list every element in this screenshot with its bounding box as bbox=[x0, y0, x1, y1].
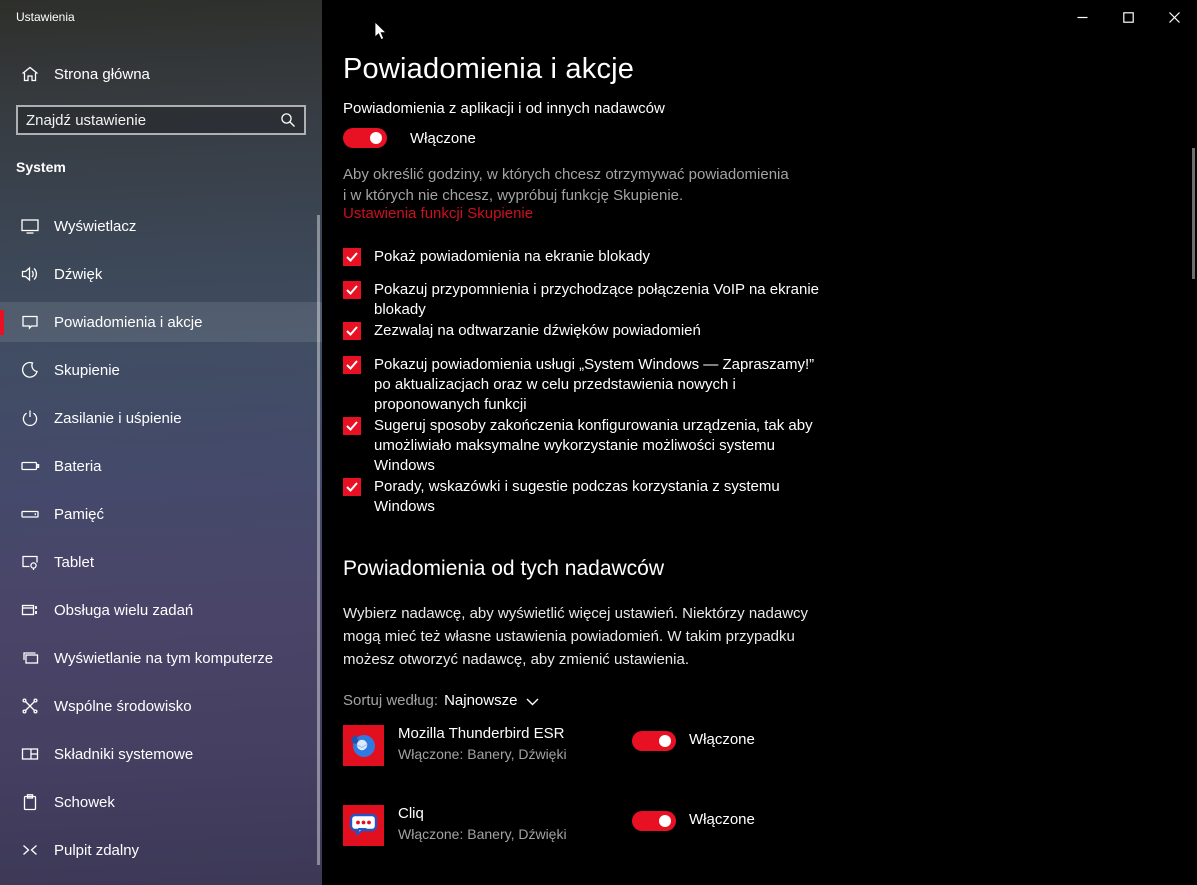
close-icon bbox=[1169, 12, 1180, 23]
search-icon[interactable] bbox=[280, 112, 296, 128]
app-name: Mozilla Thunderbird ESR bbox=[398, 725, 565, 742]
toggle-state-label: Włączone bbox=[410, 129, 476, 147]
sidebar-item-home[interactable] bbox=[0, 56, 322, 92]
sidebar-item-tablet[interactable]: Tablet bbox=[0, 542, 322, 582]
toggle-knob bbox=[659, 735, 671, 747]
sidebar-item-zasilanie[interactable]: Zasilanie i uśpienie bbox=[0, 398, 322, 438]
cliq-app-icon bbox=[343, 805, 384, 846]
checkbox-checked-icon bbox=[343, 322, 361, 340]
checkbox-notification-sounds[interactable]: Zezwalaj na odtwarzanie dźwięków powiadomień bbox=[343, 321, 829, 341]
focus-icon bbox=[20, 360, 40, 380]
close-button[interactable] bbox=[1151, 0, 1197, 34]
sidebar-item-bateria[interactable]: Bateria bbox=[0, 446, 322, 486]
sidebar-item-wyswietlacz[interactable]: Wyświetlacz bbox=[0, 206, 322, 246]
caption-buttons bbox=[1059, 0, 1197, 34]
sidebar-item-powiadomienia-i-akcje[interactable]: Powiadomienia i akcje bbox=[0, 302, 322, 342]
minimize-icon bbox=[1077, 12, 1088, 23]
senders-description: Wybierz nadawcę, aby wyświetlić więcej ustawień. Niektórzy nadawcy mogą mieć też własne ustawienia powiadomień. W takim przypadku możesz otworzyć nadawcę, aby zmienić ustawienia. bbox=[343, 605, 809, 668]
notifications-icon bbox=[20, 312, 40, 332]
thunderbird-toggle[interactable] bbox=[632, 731, 676, 751]
sidebar-item-dzwiek[interactable]: Dźwięk bbox=[0, 254, 322, 294]
toggle-knob bbox=[370, 132, 382, 144]
settings-search-box bbox=[16, 105, 306, 135]
sidebar-item-wyswietlanie-na-tym-komputerze[interactable]: Wyświetlanie na tym komputerze bbox=[0, 638, 322, 678]
sender-row-thunderbird[interactable] bbox=[343, 725, 1093, 767]
sort-label: Sortuj według: bbox=[343, 692, 439, 709]
main-content bbox=[322, 0, 1197, 885]
sidebar-item-label: Strona główna bbox=[54, 65, 150, 83]
checkbox-finish-setup-suggestions[interactable]: Sugeruj sposoby zakończenia konfigurowania urządzenia, tak aby umożliwiało maksymalne wykorzystanie możliwości systemu Windows bbox=[343, 416, 829, 476]
focus-assist-settings-link[interactable]: Ustawienia funkcji Skupienie bbox=[343, 205, 534, 222]
shared-experiences-icon bbox=[20, 696, 40, 716]
app-status: Włączone: Banery, Dźwięki bbox=[398, 826, 567, 842]
remote-desktop-icon bbox=[20, 840, 40, 860]
maximize-button[interactable] bbox=[1105, 0, 1151, 34]
sidebar-scrollbar[interactable] bbox=[317, 215, 320, 865]
page-title: Powiadomienia i akcje bbox=[343, 53, 635, 85]
sidebar-section-system: System bbox=[16, 159, 66, 175]
sort-dropdown[interactable] bbox=[343, 691, 539, 710]
search-input[interactable] bbox=[18, 112, 280, 129]
mouse-cursor bbox=[374, 21, 389, 47]
multitasking-icon bbox=[20, 600, 40, 620]
sidebar-item-obsluga-wielu-zadan[interactable]: Obsługa wielu zadań bbox=[0, 590, 322, 630]
storage-icon bbox=[20, 504, 40, 524]
project-icon bbox=[20, 648, 40, 668]
sidebar-item-pulpit-zdalny[interactable]: Pulpit zdalny bbox=[0, 830, 322, 870]
sender-row-cliq[interactable] bbox=[343, 805, 1093, 847]
power-icon bbox=[20, 408, 40, 428]
sound-icon bbox=[20, 264, 40, 284]
battery-icon bbox=[20, 456, 40, 476]
cliq-toggle[interactable] bbox=[632, 811, 676, 831]
sort-value: Najnowsze bbox=[444, 692, 518, 709]
sidebar-item-wspolne-srodowisko[interactable]: Wspólne środowisko bbox=[0, 686, 322, 726]
senders-section-heading: Powiadomienia od tych nadawców bbox=[343, 557, 665, 580]
sidebar-nav bbox=[0, 206, 322, 878]
minimize-button[interactable] bbox=[1059, 0, 1105, 34]
system-components-icon bbox=[20, 744, 40, 764]
clipboard-icon bbox=[20, 792, 40, 812]
checkbox-checked-icon bbox=[343, 417, 361, 435]
main-scrollbar[interactable] bbox=[1192, 148, 1195, 279]
checkbox-welcome-experience[interactable]: Pokazuj powiadomienia usługi „System Windows — Zapraszamy!” po aktualizacjach oraz w celu przedstawienia nowych i proponowanych funkcji bbox=[343, 355, 829, 415]
window-title: Ustawienia bbox=[16, 10, 75, 24]
notifications-master-label: Powiadomienia z aplikacji i od innych nadawców bbox=[343, 100, 665, 117]
maximize-icon bbox=[1123, 12, 1134, 23]
checkbox-checked-icon bbox=[343, 248, 361, 266]
toggle-knob bbox=[659, 815, 671, 827]
sidebar-item-skupienie[interactable]: Skupienie bbox=[0, 350, 322, 390]
toggle-state-label: Włączone bbox=[689, 731, 755, 748]
notifications-master-toggle[interactable] bbox=[343, 128, 387, 148]
checkbox-lock-screen-notifications[interactable]: Pokaż powiadomienia na ekranie blokady bbox=[343, 247, 829, 267]
checkbox-checked-icon bbox=[343, 356, 361, 374]
sidebar bbox=[0, 0, 322, 885]
focus-assist-hint: Aby określić godziny, w których chcesz otrzymywać powiadomienia i w których nie chcesz, wypróbuj funkcję Skupienie. bbox=[343, 166, 789, 204]
home-icon bbox=[20, 64, 40, 84]
toggle-state-label: Włączone bbox=[689, 811, 755, 828]
sidebar-item-pamiec[interactable]: Pamięć bbox=[0, 494, 322, 534]
sidebar-item-schowek[interactable]: Schowek bbox=[0, 782, 322, 822]
app-name: Cliq bbox=[398, 805, 424, 822]
display-icon bbox=[20, 216, 40, 236]
sidebar-item-skladniki-systemowe[interactable]: Składniki systemowe bbox=[0, 734, 322, 774]
app-status: Włączone: Banery, Dźwięki bbox=[398, 746, 567, 762]
checkbox-reminders-voip[interactable]: Pokazuj przypomnienia i przychodzące połączenia VoIP na ekranie blokady bbox=[343, 280, 829, 320]
tablet-icon bbox=[20, 552, 40, 572]
checkbox-tips-and-suggestions[interactable]: Porady, wskazówki i sugestie podczas korzystania z systemu Windows bbox=[343, 477, 829, 517]
checkbox-checked-icon bbox=[343, 478, 361, 496]
checkbox-checked-icon bbox=[343, 281, 361, 299]
chevron-down-icon bbox=[526, 693, 539, 710]
thunderbird-app-icon bbox=[343, 725, 384, 766]
